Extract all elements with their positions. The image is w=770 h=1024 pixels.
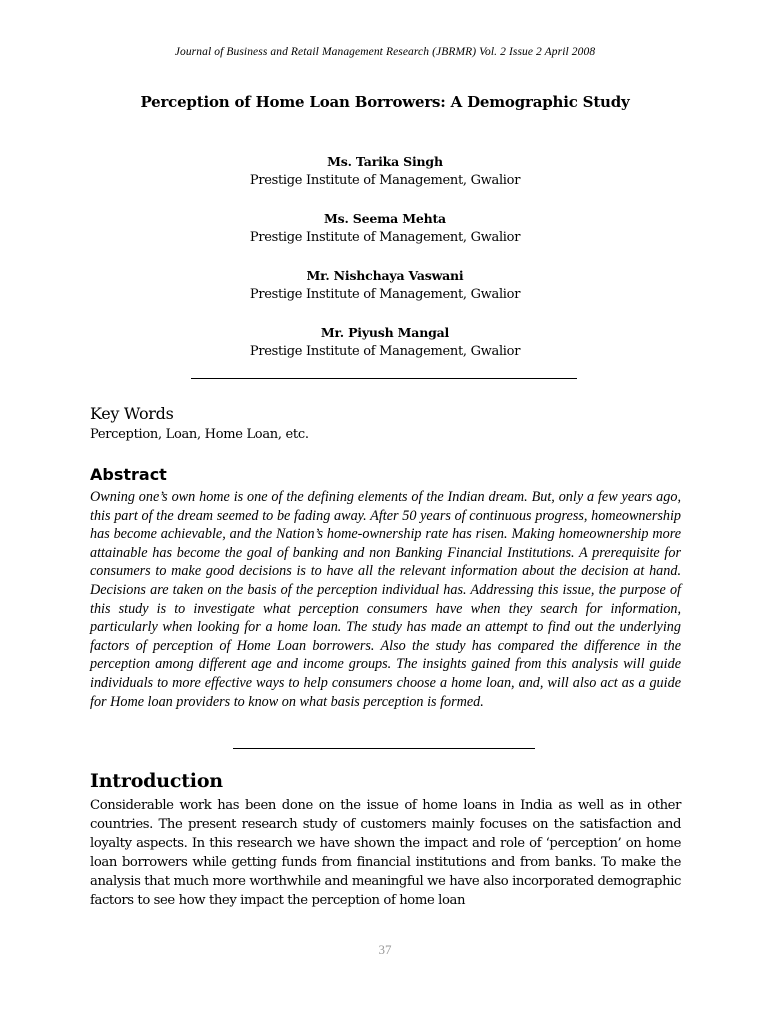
author-name: Ms. Seema Mehta xyxy=(324,211,446,226)
author-name: Ms. Tarika Singh xyxy=(327,154,443,169)
abstract-heading: Abstract xyxy=(90,465,167,484)
keywords-text: Perception, Loan, Home Loan, etc. xyxy=(90,427,309,442)
introduction-heading: Introduction xyxy=(90,770,223,792)
paper-title: Perception of Home Loan Borrowers: A Demographic Study xyxy=(140,93,630,111)
author-affiliation: Prestige Institute of Management, Gwalior xyxy=(249,230,521,245)
author-block xyxy=(0,152,770,209)
author-block xyxy=(0,323,770,380)
author-affiliation: Prestige Institute of Management, Gwalior xyxy=(249,344,521,359)
author-name: Mr. Piyush Mangal xyxy=(320,325,450,340)
running-header: Journal of Business and Retail Management Research (JBRMR) Vol. 2 Issue 2 April 2008 xyxy=(174,46,596,58)
page-number: 37 xyxy=(378,942,392,957)
author-separator-rule xyxy=(191,378,577,379)
author-affiliation: Prestige Institute of Management, Gwalior xyxy=(249,173,521,188)
keywords-heading: Key Words xyxy=(90,404,174,423)
introduction-text: Considerable work has been done on the issue of home loans in India as well as in other countries. The present research study of customers mainly focuses on the satisfaction and loyalty aspects. In this research we have shown the impact and role of ‘perception’ on home loan borrowers while getting funds from financial institutions and from banks. To make the analysis that much more worthwhile and meaningful we have also incorporated demographic factors to see how they impact the perception of home loan xyxy=(90,798,681,908)
abstract-text: Owning one’s own home is one of the defining elements of the Indian dream. But, only a few years ago, this part of the dream seemed to be fading away. After 50 years of continuous progress, homeownership has become achievable, and the Nation’s home-ownership rate has risen. Making homeownership more attainable has become the goal of banking and non Banking Financial Institutions. A prerequisite for consumers to make good decisions is to have all the relevant information about the decision at hand. Decisions are taken on the basis of the perception individual has. Addressing this issue, the purpose of this study is to investigate what perception consumers have when they search for information, particularly when looking for a home loan. The study has made an attempt to find out the underlying factors of perception of Home Loan borrowers. Also the study has compared the difference in the perception among different age and income groups. The insights gained from this analysis will guide individuals to more effective ways to help consumers choose a home loan, and, will also act as a guide for Home loan providers to know on what basis perception is formed. xyxy=(90,489,681,710)
author-block xyxy=(0,266,770,323)
author-affiliation: Prestige Institute of Management, Gwalior xyxy=(249,287,521,302)
author-block xyxy=(0,209,770,266)
author-name: Mr. Nishchaya Vaswani xyxy=(306,268,464,283)
author-list xyxy=(0,152,770,380)
abstract-separator-rule xyxy=(233,748,535,749)
